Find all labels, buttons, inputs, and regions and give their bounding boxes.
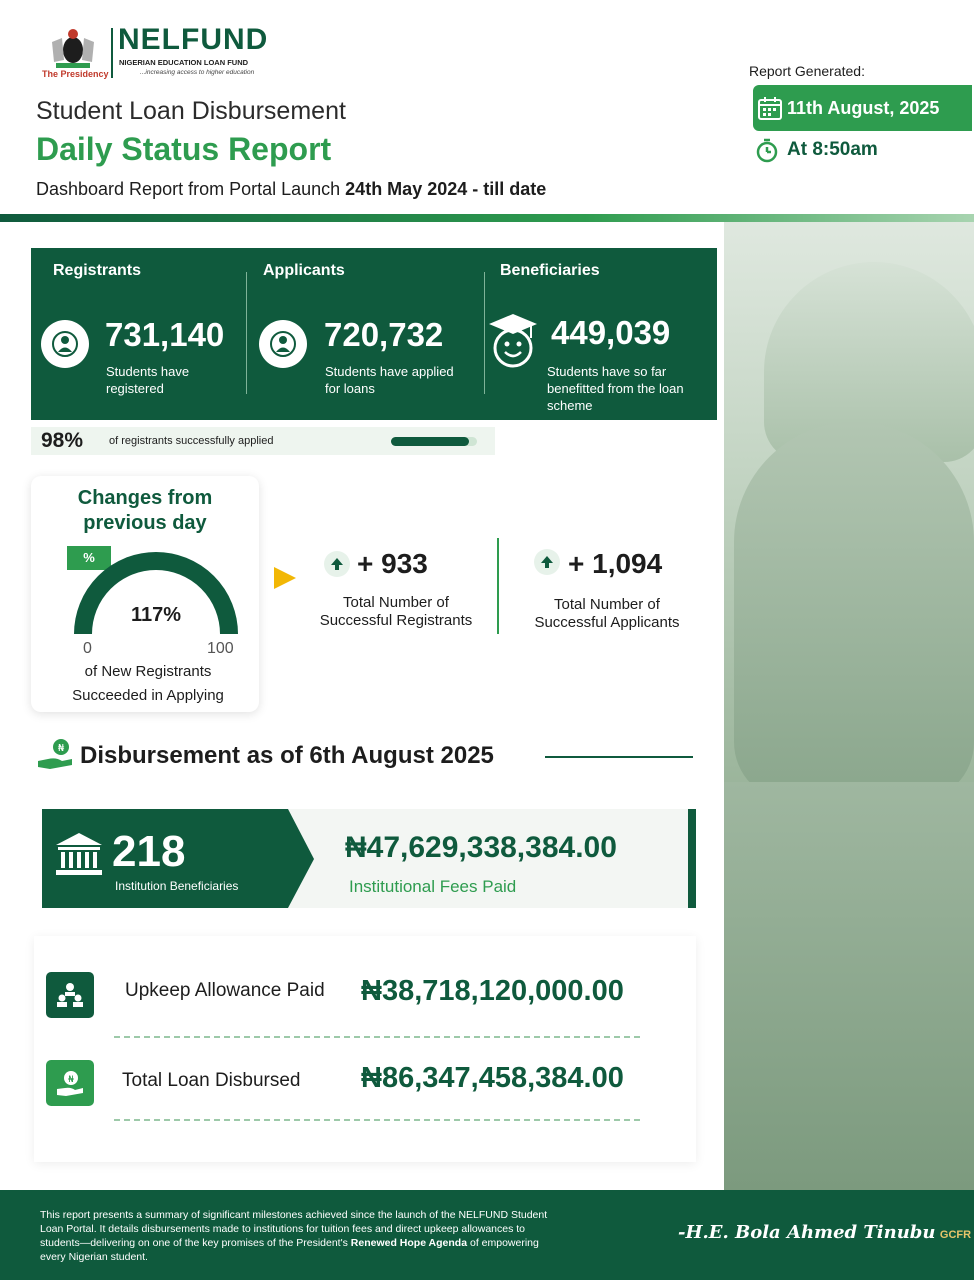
gauge-value: 117% <box>130 604 182 626</box>
registrants-desc-line1: Students have <box>106 364 190 379</box>
graduate-smiley-icon <box>487 312 539 375</box>
title-line1: Student Loan Disbursement <box>36 97 346 125</box>
changes-title <box>31 486 259 536</box>
svg-text:₦: ₦ <box>68 1075 74 1085</box>
footer-text-line3-a: students—delivering on one of the key promises of the President's <box>40 1237 351 1249</box>
applicants-delta: + 1,094 <box>568 548 663 579</box>
beneficiaries-desc-line1: Students have so far <box>547 364 667 379</box>
footer-text-line4: every Nigerian student. <box>40 1251 148 1263</box>
changes-title-line2: previous day <box>83 512 207 534</box>
gauge-badge: % <box>67 546 111 570</box>
registrants-desc <box>106 363 189 397</box>
gauge-caption <box>31 660 265 708</box>
brand-full-name: NIGERIAN EDUCATION LOAN FUND <box>119 58 249 67</box>
applicants-delta-label <box>507 596 707 632</box>
report-subtitle <box>36 179 546 200</box>
changes-card <box>31 476 259 712</box>
institutional-fees-label: Institutional Fees Paid <box>349 877 517 896</box>
footer-agenda: Renewed Hope Agenda <box>350 1237 468 1249</box>
page-title: Daily Status Report <box>36 131 332 167</box>
university-building-icon <box>54 831 104 882</box>
gauge-max: 100 <box>207 640 234 657</box>
beneficiaries-heading: Beneficiaries <box>500 262 600 279</box>
applicants-desc-line2: for loans <box>325 381 375 396</box>
gauge-caption-line2: Succeeded in Applying <box>72 687 224 704</box>
applicant-icon <box>259 320 307 368</box>
footer-band <box>0 1190 974 1280</box>
applicants-delta-label-line2: Successful Applicants <box>534 614 680 631</box>
registrants-value: 731,140 <box>105 316 225 353</box>
calendar-icon <box>757 95 783 121</box>
footer-text-line3 <box>40 1236 660 1250</box>
upkeep-value: ₦38,718,120,000.00 <box>361 975 624 1007</box>
registrants-delta-label-line1: Total Number of <box>343 594 449 611</box>
student-icon <box>41 320 89 368</box>
disbursement-title-rule <box>545 756 693 758</box>
institution-banner <box>42 809 696 908</box>
banner-right-bar <box>688 809 696 908</box>
subtitle-date: 24th May 2024 <box>345 179 468 199</box>
svg-text:₦: ₦ <box>57 743 65 754</box>
robe-shape <box>724 782 974 1190</box>
applicants-value: 720,732 <box>324 316 444 353</box>
footer-text <box>40 1208 660 1264</box>
application-rate-text: of registrants successfully applied <box>109 435 274 447</box>
report-date: 11th August, 2025 <box>787 97 940 118</box>
applicants-desc-line1: Students have applied <box>325 364 454 379</box>
footer-signature <box>678 1222 971 1243</box>
registrants-desc-line2: registered <box>106 381 164 396</box>
changes-title-line1: Changes from <box>77 487 213 509</box>
beneficiaries-desc <box>547 363 684 414</box>
header-divider <box>0 214 974 222</box>
totals-card <box>34 936 696 1162</box>
brand-logo <box>118 24 268 56</box>
applicants-desc <box>325 363 454 397</box>
coat-of-arms-logo <box>46 26 100 70</box>
registrants-heading: Registrants <box>53 262 142 279</box>
money-hand-icon <box>36 737 76 776</box>
president-portrait <box>724 222 974 1190</box>
stopwatch-icon <box>755 137 779 163</box>
applicants-delta-label-line1: Total Number of <box>554 596 660 613</box>
report-generated-label: Report Generated: <box>749 63 865 79</box>
beneficiaries-value: 449,039 <box>551 314 671 351</box>
application-rate-strip <box>31 427 495 455</box>
face-shape <box>734 422 974 802</box>
application-rate-track <box>391 437 477 446</box>
registrants-delta: + 933 <box>357 548 428 579</box>
subtitle-suffix: - till date <box>467 179 547 199</box>
subtitle-prefix: Dashboard Report from Portal Launch <box>36 179 346 199</box>
brand-tagline: ...increasing access to higher education <box>140 69 255 76</box>
beneficiaries-desc-line2: benefitted from the loan <box>547 381 684 396</box>
institutions-label: Institution Beneficiaries <box>115 879 239 893</box>
play-arrow-icon <box>272 565 298 591</box>
total-dashed-rule <box>114 1119 640 1121</box>
institutions-count: 218 <box>112 827 186 876</box>
signature-name: -H.E. Bola Ahmed Tinubu <box>678 1222 936 1243</box>
institutional-fees-value: ₦47,629,338,384.00 <box>345 831 617 864</box>
report-date-badge <box>753 85 972 131</box>
total-value: ₦86,347,458,384.00 <box>361 1062 624 1094</box>
beneficiaries-desc-line3: scheme <box>547 398 593 413</box>
gauge-min: 0 <box>83 640 92 657</box>
signature-suffix: GCFR <box>939 1229 972 1241</box>
applicants-heading: Applicants <box>263 262 345 279</box>
stats-separator-1 <box>246 272 247 394</box>
stats-separator-2 <box>484 272 485 394</box>
up-arrow-icon <box>534 549 560 575</box>
gauge-caption-line1: of New Registrants <box>84 663 212 680</box>
people-network-icon <box>46 972 94 1018</box>
up-arrow-icon <box>324 551 350 577</box>
logo-divider <box>111 28 113 78</box>
registrants-delta-label <box>296 594 496 630</box>
footer-text-line2: Loan Portal. It details disbursements made to institutions for tuition fees and direct upkeep allowances to <box>40 1223 526 1235</box>
application-rate-percent: 98% <box>41 429 84 452</box>
report-time-row <box>755 137 878 163</box>
stats-card <box>31 248 717 420</box>
footer-text-line1: This report presents a summary of significant milestones achieved since the launch of the NELFUND Student <box>40 1209 548 1221</box>
disbursement-title: Disbursement as of 6th August 2025 <box>80 742 494 769</box>
loan-hand-icon <box>46 1060 94 1106</box>
presidency-label: The Presidency <box>42 69 109 79</box>
footer-text-line3-c: of empowering <box>467 1237 539 1249</box>
registrants-delta-label-line2: Successful Registrants <box>319 612 473 629</box>
changes-separator <box>497 538 499 634</box>
total-label: Total Loan Disbursed <box>122 1070 301 1091</box>
application-rate-fill <box>391 437 469 446</box>
report-time: At 8:50am <box>787 139 878 160</box>
brand-text: NELFUND <box>118 23 269 56</box>
upkeep-label: Upkeep Allowance Paid <box>125 980 325 1001</box>
upkeep-dashed-rule <box>114 1036 640 1038</box>
